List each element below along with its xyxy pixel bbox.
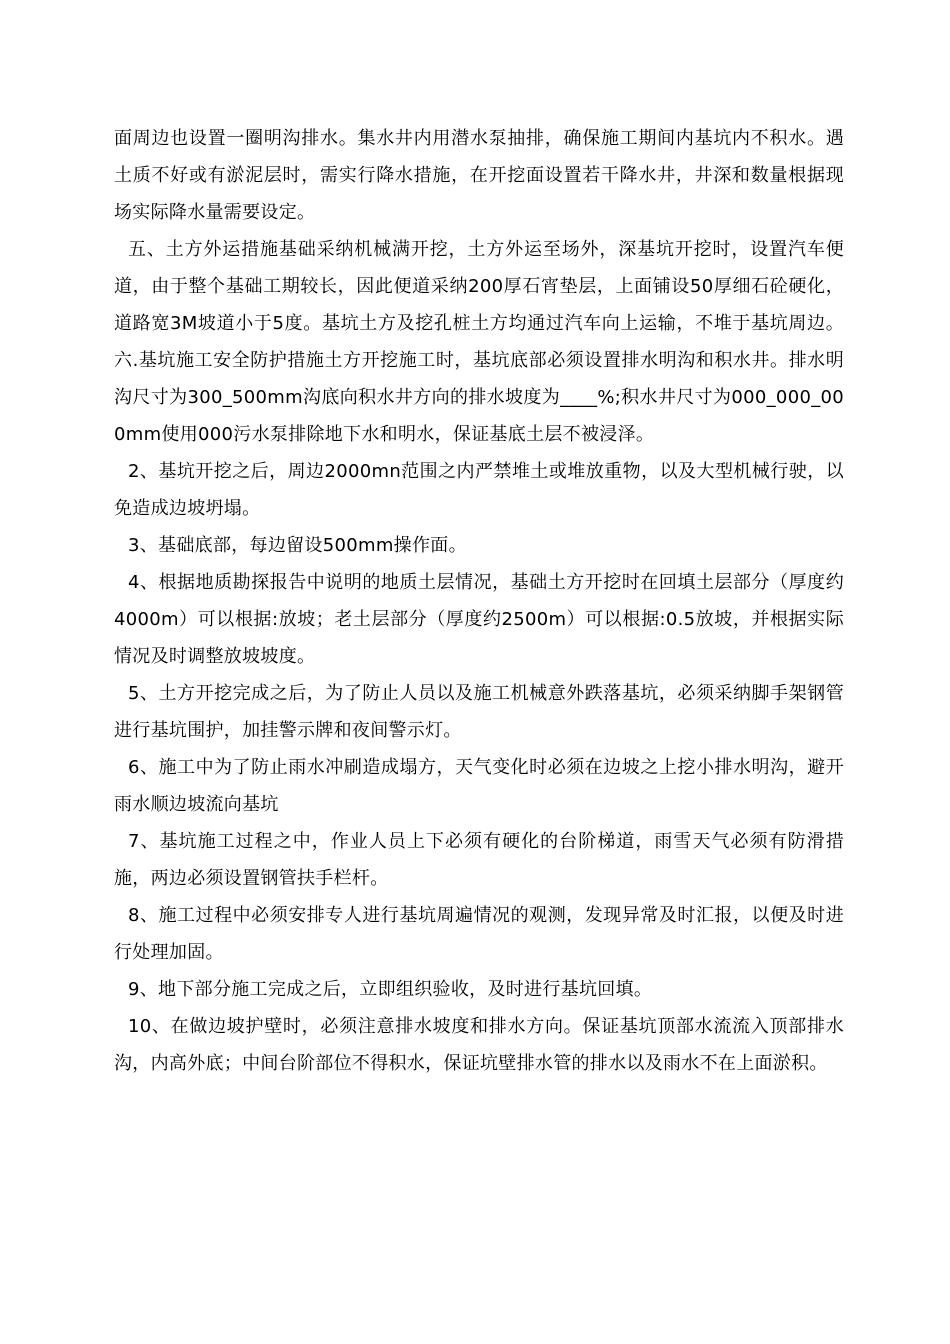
paragraph-item-4: 4、根据地质勘探报告中说明的地质土层情况，基础土方开挖时在回填土层部分（厚度约4000m）可以根据:放坡；老土层部分（厚度约2500m）可以根据:0.5放坡，并根据实际情况及时调整放坡坡度。 xyxy=(114,572,844,667)
paragraph-item-9: 9、地下部分施工完成之后，立即组织验收，及时进行基坑回填。 xyxy=(128,979,653,1000)
paragraph-item-6: 6、施工中为了防止雨水冲刷造成塌方，天气变化时必须在边坡之上挖小排水明沟，避开雨水顺边坡流向基坑 xyxy=(114,757,844,815)
paragraph-earthwork-transport: 五、土方外运措施基础采纳机械满开挖，土方外运至场外，深基坑开挖时，设置汽车便道，由于整个基础工期较长，因此便道采纳200厚石宵垫层，上面铺设50厚细石砼硬化，道路宽3M坡道小于5度。基坑土方及挖孔桩土方均通过汽车向上运输，不堆于基坑周边。六.基坑施工安全防护措施土方开挖施工时，基坑底部必须设置排水明沟和积水井。排水明沟尺寸为300_500mm沟底向积水井方向的排水坡度为____%;积水井尺寸为000_000_000mm使用000污水泵排除地下水和明水，保证基底土层不被浸泽。 xyxy=(114,239,844,445)
paragraph-item-8: 8、施工过程中必须安排专人进行基坑周遍情况的观测，发现异常及时汇报，以便及时进行处理加固。 xyxy=(114,905,844,963)
paragraph-item-7: 7、基坑施工过程之中，作业人员上下必须有硬化的台阶梯道，雨雪天气必须有防滑措施，两边必须设置钢管扶手栏杆。 xyxy=(114,831,844,889)
paragraph-item-2: 2、基坑开挖之后，周边2000mn范围之内严禁堆土或堆放重物，以及大型机械行驶，以免造成边坡坍塌。 xyxy=(114,461,844,519)
paragraph-item-5: 5、土方开挖完成之后，为了防止人员以及施工机械意外跌落基坑，必须采纳脚手架钢管进行基坑围护，加挂警示牌和夜间警示灯。 xyxy=(114,683,844,741)
paragraph-item-3: 3、基础底部，每边留设500mm操作面。 xyxy=(128,535,467,556)
paragraph-drainage-continuation: 面周边也设置一圈明沟排水。集水井内用潜水泵抽排，确保施工期间内基坑内不积水。遇土质不好或有淤泥层时，需实行降水措施，在开挖面设置若干降水井，井深和数量根据现场实际降水量需要设定。 xyxy=(114,128,844,223)
document-body xyxy=(114,120,844,1082)
paragraph-item-10: 10、在做边坡护壁时，必须注意排水坡度和排水方向。保证基坑顶部水流流入顶部排水沟，内高外底；中间台阶部位不得积水，保证坑壁排水管的排水以及雨水不在上面淤积。 xyxy=(114,1016,844,1074)
